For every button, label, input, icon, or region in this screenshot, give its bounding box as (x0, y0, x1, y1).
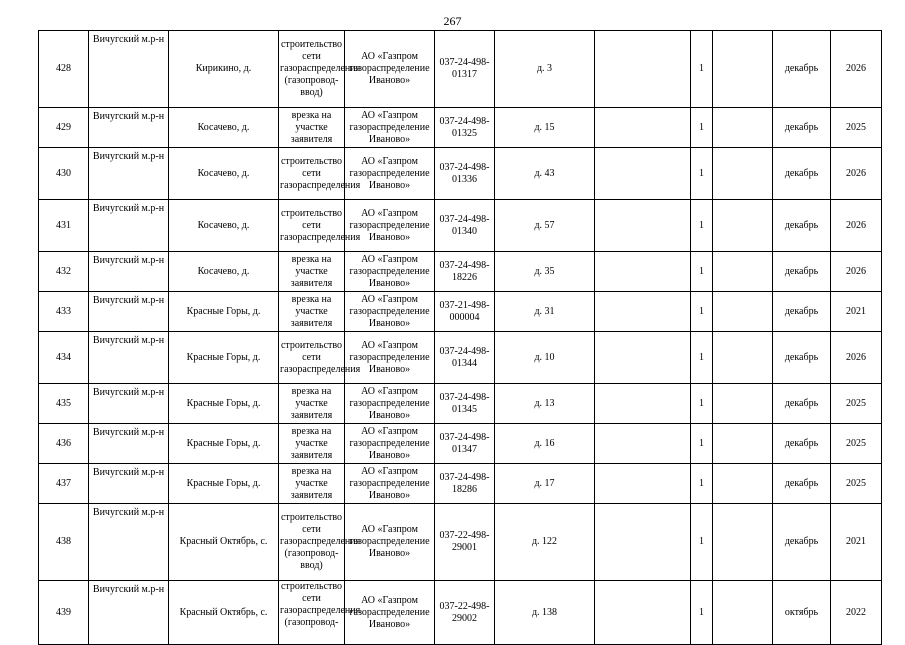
locality: Красный Октябрь, с. (169, 504, 279, 581)
table-row (39, 108, 882, 148)
district: Вичугский м.р-н (89, 581, 169, 645)
empty-cell (595, 504, 691, 581)
month: декабрь (773, 108, 831, 148)
locality: Красный Октябрь, с. (169, 581, 279, 645)
organization: АО «Газпром газораспределение Иваново» (345, 292, 435, 332)
count: 1 (691, 332, 713, 384)
empty-cell (713, 200, 773, 252)
object-code: 037-24-498-01336 (435, 148, 495, 200)
empty-cell (595, 581, 691, 645)
address: д. 10 (495, 332, 595, 384)
year: 2026 (831, 148, 882, 200)
district: Вичугский м.р-н (89, 108, 169, 148)
table-row (39, 31, 882, 108)
work-type: строительство сети газораспределения (газопровод-ввод) (279, 31, 345, 108)
address: д. 3 (495, 31, 595, 108)
year: 2025 (831, 384, 882, 424)
row-number: 433 (39, 292, 89, 332)
month: декабрь (773, 292, 831, 332)
district: Вичугский м.р-н (89, 31, 169, 108)
object-code: 037-22-498-29001 (435, 504, 495, 581)
empty-cell (595, 424, 691, 464)
district: Вичугский м.р-н (89, 200, 169, 252)
locality: Косачево, д. (169, 148, 279, 200)
organization: АО «Газпром газораспределение Иваново» (345, 148, 435, 200)
empty-cell (713, 148, 773, 200)
row-number: 435 (39, 384, 89, 424)
address: д. 31 (495, 292, 595, 332)
locality: Красные Горы, д. (169, 384, 279, 424)
count: 1 (691, 200, 713, 252)
locality: Красные Горы, д. (169, 464, 279, 504)
address: д. 17 (495, 464, 595, 504)
organization: АО «Газпром газораспределение Иваново» (345, 504, 435, 581)
month: декабрь (773, 332, 831, 384)
empty-cell (595, 252, 691, 292)
empty-cell (595, 332, 691, 384)
page-number: 267 (443, 14, 462, 28)
table-row (39, 292, 882, 332)
work-type: строительство сети газораспределения (279, 148, 345, 200)
district: Вичугский м.р-н (89, 148, 169, 200)
object-code: 037-24-498-18226 (435, 252, 495, 292)
row-number: 432 (39, 252, 89, 292)
district: Вичугский м.р-н (89, 252, 169, 292)
count: 1 (691, 252, 713, 292)
year: 2021 (831, 504, 882, 581)
address: д. 43 (495, 148, 595, 200)
empty-cell (595, 148, 691, 200)
organization: АО «Газпром газораспределение Иваново» (345, 464, 435, 504)
year: 2026 (831, 31, 882, 108)
district: Вичугский м.р-н (89, 424, 169, 464)
organization: АО «Газпром газораспределение Иваново» (345, 581, 435, 645)
work-type: врезка на участке заявителя (279, 384, 345, 424)
district: Вичугский м.р-н (89, 464, 169, 504)
month: октябрь (773, 581, 831, 645)
address: д. 16 (495, 424, 595, 464)
empty-cell (713, 252, 773, 292)
organization: АО «Газпром газораспределение Иваново» (345, 332, 435, 384)
locality: Косачево, д. (169, 200, 279, 252)
month: декабрь (773, 424, 831, 464)
address: д. 35 (495, 252, 595, 292)
locality: Красные Горы, д. (169, 424, 279, 464)
organization: АО «Газпром газораспределение Иваново» (345, 384, 435, 424)
empty-cell (713, 424, 773, 464)
organization: АО «Газпром газораспределение Иваново» (345, 252, 435, 292)
table-row (39, 252, 882, 292)
work-type: строительство сети газораспределения (279, 332, 345, 384)
gasification-table (38, 30, 882, 645)
row-number: 438 (39, 504, 89, 581)
month: декабрь (773, 200, 831, 252)
district: Вичугский м.р-н (89, 332, 169, 384)
district: Вичугский м.р-н (89, 384, 169, 424)
count: 1 (691, 384, 713, 424)
work-type: строительство сети газораспределения (279, 200, 345, 252)
empty-cell (595, 200, 691, 252)
empty-cell (595, 384, 691, 424)
table-row (39, 424, 882, 464)
count: 1 (691, 31, 713, 108)
table-row (39, 384, 882, 424)
object-code: 037-22-498-29002 (435, 581, 495, 645)
organization: АО «Газпром газораспределение Иваново» (345, 108, 435, 148)
year: 2026 (831, 332, 882, 384)
object-code: 037-24-498-18286 (435, 464, 495, 504)
locality: Косачево, д. (169, 252, 279, 292)
month: декабрь (773, 31, 831, 108)
work-type: врезка на участке заявителя (279, 252, 345, 292)
year: 2022 (831, 581, 882, 645)
row-number: 428 (39, 31, 89, 108)
table-row (39, 464, 882, 504)
year: 2025 (831, 464, 882, 504)
object-code: 037-24-498-01340 (435, 200, 495, 252)
year: 2021 (831, 292, 882, 332)
object-code: 037-24-498-01345 (435, 384, 495, 424)
empty-cell (713, 108, 773, 148)
work-type: врезка на участке заявителя (279, 424, 345, 464)
work-type: строительство сети газораспределения (газопровод- (279, 581, 345, 645)
count: 1 (691, 504, 713, 581)
year: 2025 (831, 424, 882, 464)
count: 1 (691, 108, 713, 148)
address: д. 122 (495, 504, 595, 581)
row-number: 437 (39, 464, 89, 504)
count: 1 (691, 424, 713, 464)
month: декабрь (773, 464, 831, 504)
work-type: врезка на участке заявителя (279, 292, 345, 332)
table-row (39, 332, 882, 384)
district: Вичугский м.р-н (89, 292, 169, 332)
empty-cell (713, 292, 773, 332)
address: д. 138 (495, 581, 595, 645)
empty-cell (713, 581, 773, 645)
empty-cell (713, 504, 773, 581)
work-type: строительство сети газораспределения (газопровод-ввод) (279, 504, 345, 581)
district: Вичугский м.р-н (89, 504, 169, 581)
row-number: 429 (39, 108, 89, 148)
empty-cell (713, 464, 773, 504)
empty-cell (713, 332, 773, 384)
locality: Красные Горы, д. (169, 332, 279, 384)
year: 2026 (831, 252, 882, 292)
table-row (39, 148, 882, 200)
object-code: 037-21-498-000004 (435, 292, 495, 332)
empty-cell (595, 31, 691, 108)
address: д. 13 (495, 384, 595, 424)
count: 1 (691, 292, 713, 332)
locality: Красные Горы, д. (169, 292, 279, 332)
locality: Косачево, д. (169, 108, 279, 148)
table-row (39, 200, 882, 252)
count: 1 (691, 148, 713, 200)
table-row (39, 504, 882, 581)
work-type: врезка на участке заявителя (279, 108, 345, 148)
empty-cell (595, 292, 691, 332)
row-number: 434 (39, 332, 89, 384)
empty-cell (595, 464, 691, 504)
month: декабрь (773, 504, 831, 581)
count: 1 (691, 464, 713, 504)
row-number: 439 (39, 581, 89, 645)
locality: Кирикино, д. (169, 31, 279, 108)
address: д. 57 (495, 200, 595, 252)
row-number: 431 (39, 200, 89, 252)
object-code: 037-24-498-01325 (435, 108, 495, 148)
object-code: 037-24-498-01317 (435, 31, 495, 108)
count: 1 (691, 581, 713, 645)
object-code: 037-24-498-01347 (435, 424, 495, 464)
address: д. 15 (495, 108, 595, 148)
month: декабрь (773, 148, 831, 200)
month: декабрь (773, 252, 831, 292)
year: 2026 (831, 200, 882, 252)
row-number: 436 (39, 424, 89, 464)
table-row (39, 581, 882, 645)
organization: АО «Газпром газораспределение Иваново» (345, 31, 435, 108)
object-code: 037-24-498-01344 (435, 332, 495, 384)
month: декабрь (773, 384, 831, 424)
organization: АО «Газпром газораспределение Иваново» (345, 424, 435, 464)
organization: АО «Газпром газораспределение Иваново» (345, 200, 435, 252)
year: 2025 (831, 108, 882, 148)
work-type: врезка на участке заявителя (279, 464, 345, 504)
empty-cell (595, 108, 691, 148)
row-number: 430 (39, 148, 89, 200)
empty-cell (713, 31, 773, 108)
empty-cell (713, 384, 773, 424)
